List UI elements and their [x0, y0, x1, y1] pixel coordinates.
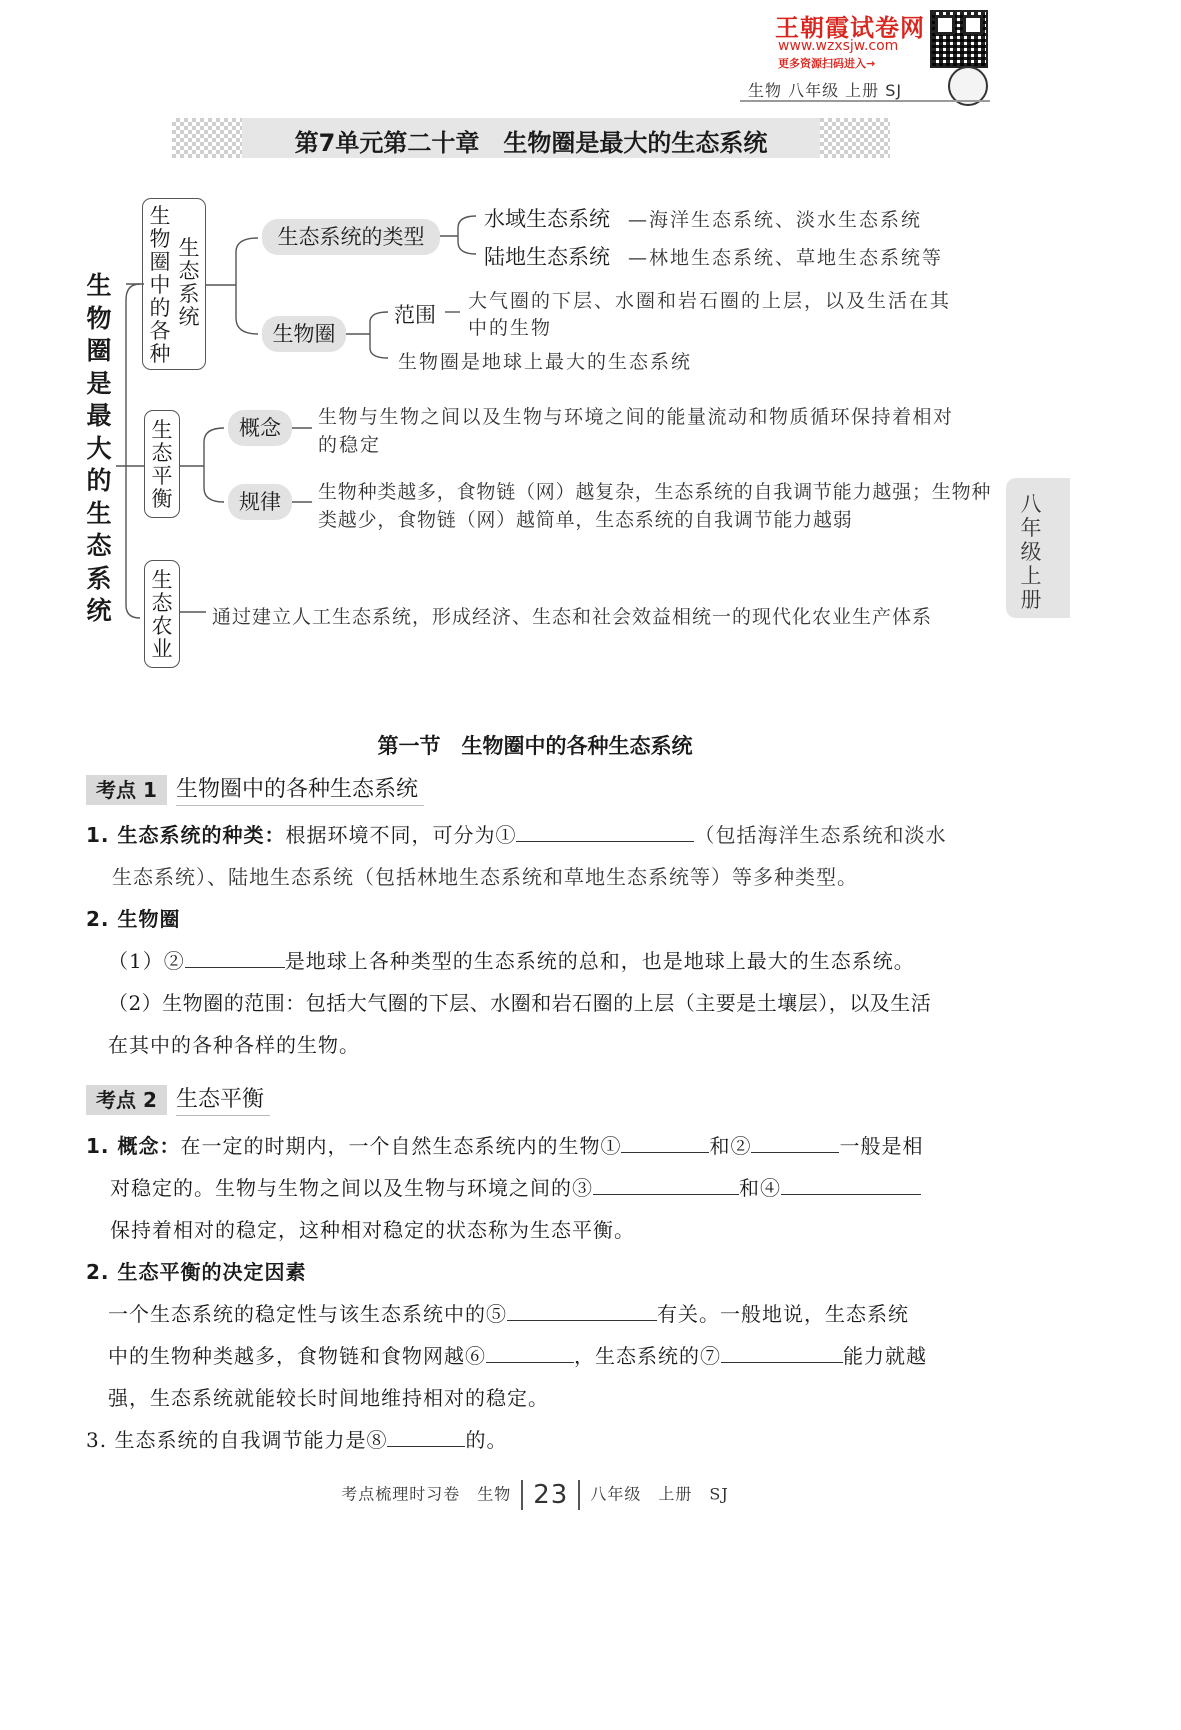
node-land-ecosystem-desc: —林地生态系统、草地生态系统等 — [628, 247, 944, 269]
kp2-item2-line2 — [108, 1336, 998, 1377]
node-concept: 概念 — [228, 410, 292, 446]
branch-ecosystems-label-a: 生物圈中的各种 — [149, 204, 171, 366]
kp1-item1-text-a: 根据环境不同，可分为① — [285, 823, 517, 847]
brand-scan-text: 更多资源扫码进入→ — [778, 57, 876, 70]
kp2-item1-b: 和② — [709, 1134, 752, 1158]
kp1-item2-1-b: 是地球上各种类型的生态系统的总和，也是地球上最大的生态系统。 — [284, 949, 915, 973]
kp1-heading — [86, 775, 466, 805]
page-footer — [0, 1480, 1070, 1510]
kp2-item2-b: 有关。一般地说，生态系统 — [657, 1302, 909, 1326]
kp2-tag: 考点 2 — [86, 1085, 167, 1115]
kp1-item1-text-c: 生态系统）、陆地生态系统（包括林地生态系统和草地生态系统等）等多种类型。 — [112, 865, 858, 889]
kp2-item2-c: 中的生物种类越多，食物链和食物网越⑥ — [108, 1344, 486, 1368]
header-subject-info: 生物 八年级 上册 SJ — [748, 81, 903, 100]
branch-agriculture-box — [144, 560, 180, 668]
node-concept-desc-2: 的稳定 — [318, 434, 382, 456]
blank-kp2-5[interactable] — [507, 1319, 657, 1321]
footer-left: 考点梳理时习卷 生物 — [341, 1484, 512, 1504]
kp1-item1-text-b: （包括海洋生态系统和淡水 — [694, 823, 947, 847]
branch-balance-box — [144, 410, 180, 518]
kp1-item2-label: 2. 生物圈 — [86, 907, 181, 931]
kp1-title: 生物圈中的各种生态系统 — [176, 775, 424, 806]
blank-1[interactable] — [516, 840, 694, 842]
kp2-item2-e: 能力就越 — [843, 1344, 927, 1368]
kp1-item2-1-a: （1）② — [108, 949, 185, 973]
kp2-item1-d: 对稳定的。生物与生物之间以及生物与环境之间的③ — [110, 1176, 593, 1200]
node-ecosystem-types: 生态系统的类型 — [262, 219, 440, 255]
kp2-item1-line2 — [110, 1168, 990, 1209]
blank-kp2-3[interactable] — [593, 1193, 739, 1195]
brand-url: www.wzxsjw.com — [778, 38, 899, 54]
kp2-item1-label: 1. 概念： — [86, 1134, 181, 1158]
kp2-heading — [86, 1085, 286, 1115]
branch-ecosystems-label-b: 生态系统 — [178, 236, 200, 329]
node-rule: 规律 — [228, 484, 292, 520]
kp2-item1-a: 在一定的时期内，一个自然生态系统内的生物① — [180, 1134, 622, 1158]
kp2-item1-line1 — [86, 1126, 986, 1167]
mindmap-root: 生物圈是最大的生态系统 — [86, 271, 112, 625]
blank-kp2-2[interactable] — [751, 1151, 839, 1153]
kp2-item3-a: 3. 生态系统的自我调节能力是⑧ — [86, 1428, 388, 1452]
kp2-item1-c: 一般是相 — [839, 1134, 924, 1158]
kp2-item1-e: 和④ — [739, 1176, 781, 1200]
kp1-item2-1 — [108, 941, 998, 982]
kp2-item1-line3: 保持着相对的稳定，这种相对稳定的状态称为生态平衡。 — [110, 1218, 635, 1242]
side-grade-tab — [1006, 478, 1070, 618]
blank-kp2-8[interactable] — [387, 1445, 465, 1447]
brand-logo-text: 王朝霞试卷网 — [775, 14, 925, 42]
kp2-item3-b: 的。 — [465, 1428, 508, 1452]
kp1-item2-2-line2: 在其中的各种各样的生物。 — [108, 1033, 360, 1057]
branch-balance-label: 生态平衡 — [151, 418, 173, 511]
kp2-item2-line3: 强，生态系统就能较长时间地维持相对的稳定。 — [108, 1386, 549, 1410]
blank-kp2-7[interactable] — [721, 1361, 843, 1363]
node-biosphere-range-desc-1: 大气圈的下层、水圈和岩石圈的上层，以及生活在其 — [468, 290, 952, 312]
branch-agriculture-label: 生态农业 — [151, 568, 173, 661]
kp1-item1-line1 — [86, 815, 986, 856]
node-biosphere-range: 范围 — [394, 303, 436, 327]
blank-kp2-6[interactable] — [486, 1361, 574, 1363]
kp2-item2-a: 一个生态系统的稳定性与该生态系统中的⑤ — [108, 1302, 507, 1326]
kp2-item2-label: 2. 生态平衡的决定因素 — [86, 1260, 307, 1284]
chapter-title: 第7单元第二十章 生物圈是最大的生态系统 — [294, 129, 768, 157]
kp1-item1-line2 — [112, 857, 992, 898]
blank-2[interactable] — [185, 966, 285, 968]
kp2-item2-d: ，生态系统的⑦ — [574, 1344, 721, 1368]
footer-right: 八年级 上册 SJ — [590, 1484, 729, 1504]
node-concept-desc-1: 生物与生物之间以及生物与环境之间的能量流动和物质循环保持着相对 — [318, 406, 954, 428]
node-water-ecosystem: 水域生态系统 — [484, 207, 610, 231]
node-land-ecosystem: 陆地生态系统 — [484, 245, 610, 269]
side-grade-tab-label: 八年级上册 — [1020, 492, 1042, 612]
kp1-item1-label: 1. 生态系统的种类： — [86, 823, 286, 847]
kp2-title: 生态平衡 — [176, 1085, 270, 1116]
page-number: 23 — [521, 1480, 580, 1510]
kp1-item2-2-line1: （2）生物圈的范围：包括大气圈的下层、水圈和岩石圈的上层（主要是土壤层），以及生活 — [108, 991, 932, 1015]
section-title: 第一节 生物圈中的各种生态系统 — [377, 734, 693, 758]
branch-ecosystems-box — [142, 198, 206, 370]
kp1-tag: 考点 1 — [86, 775, 167, 805]
node-water-ecosystem-desc: —海洋生态系统、淡水生态系统 — [628, 209, 923, 231]
node-rule-desc-1: 生物种类越多，食物链（网）越复杂，生态系统的自我调节能力越强；生物种 — [318, 481, 992, 503]
node-biosphere: 生物圈 — [262, 316, 346, 352]
node-biosphere-range-desc-2: 中的生物 — [468, 317, 553, 339]
node-biosphere-largest: 生物圈是地球上最大的生态系统 — [398, 351, 693, 373]
node-rule-desc-2: 类越少，食物链（网）越简单，生态系统的自我调节能力越弱 — [318, 509, 853, 531]
node-agriculture-desc: 通过建立人工生态系统，形成经济、生态和社会效益相统一的现代化农业生产体系 — [212, 606, 933, 628]
kp2-item3 — [86, 1420, 986, 1461]
blank-kp2-1[interactable] — [621, 1151, 709, 1153]
blank-kp2-4[interactable] — [781, 1193, 921, 1195]
kp2-item2-line1 — [108, 1294, 998, 1335]
